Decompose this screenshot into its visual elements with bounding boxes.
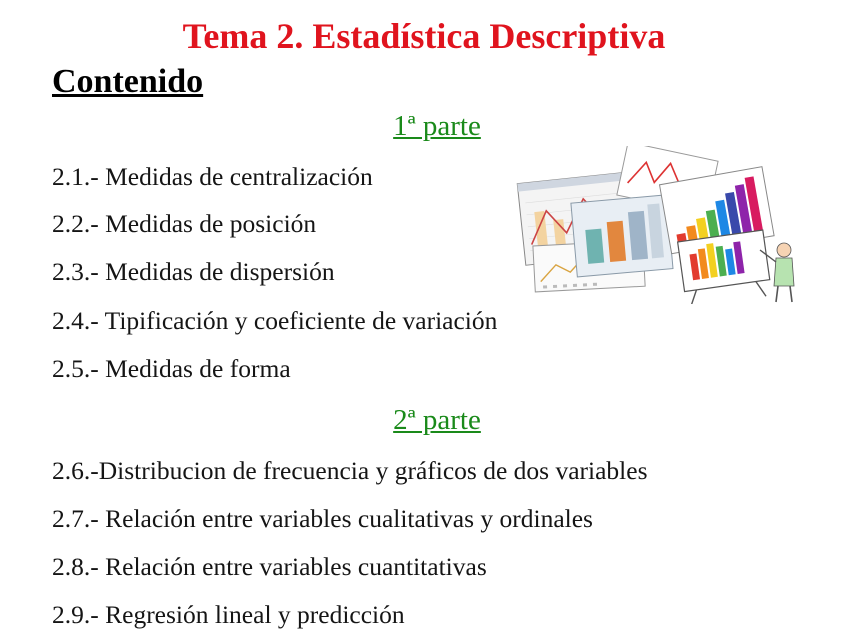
part-2-heading: 2ª parte [393, 404, 481, 436]
topic-item: 2.1.- Medidas de centralización [52, 162, 373, 191]
topic-item: 2.2.- Medidas de posición [52, 209, 317, 238]
topic-item: 2.8.- Relación entre variables cuantitativas [52, 552, 487, 581]
topic-item: 2.9.- Regresión lineal y predicción [52, 600, 405, 629]
topic-item: 2.7.- Relación entre variables cualitativas y ordinales [52, 504, 593, 533]
topic-item: 2.6.-Distribucion de frecuencia y gráficos de dos variables [52, 456, 648, 485]
part-1-heading: 1ª parte [393, 110, 481, 142]
page-title: Tema 2. Estadística Descriptiva [182, 16, 666, 56]
statistics-charts-clipart-icon [512, 146, 806, 304]
contents-heading: Contenido [52, 63, 204, 100]
topic-item: 2.5.- Medidas de forma [52, 354, 291, 383]
topic-item: 2.4.- Tipificación y coeficiente de variación [52, 306, 498, 335]
topic-item: 2.3.- Medidas de dispersión [52, 257, 335, 286]
